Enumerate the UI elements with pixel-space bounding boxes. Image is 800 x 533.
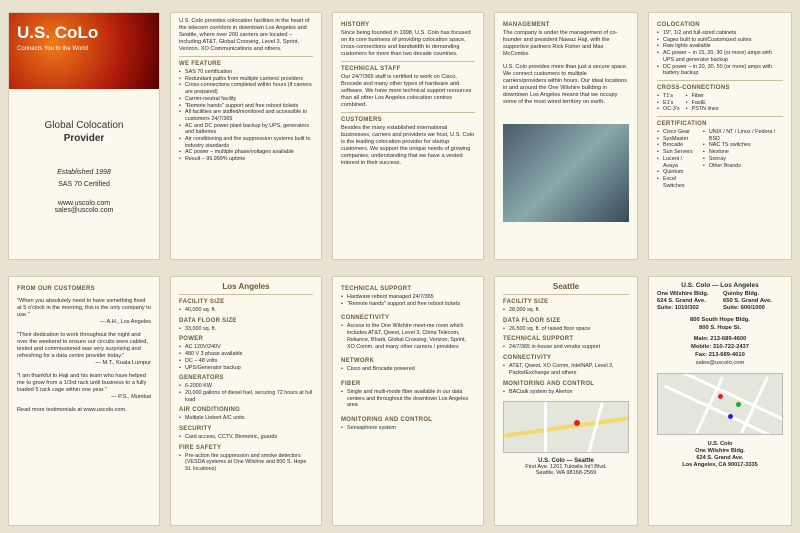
list-item: • Raw lights available xyxy=(657,43,783,50)
features-list xyxy=(179,69,313,163)
tech-panel xyxy=(332,276,484,526)
list-item: • Access to the One Wilshire meet-me room which includes AT&T, Qwest, Level 3, China Telecom, Reliance, Bharti, Global Crossing, Verizon, Sprint, XO Comm. and many other carriers / providers xyxy=(341,323,475,350)
intro-text: U.S. Colo provides colocation facilities in the heart of the telecom corridors in downtown Los Angeles and Seattle, where over 200 carriers are located – including AT&T, Global Crossing, Level 3, Sprint, Verizon, XO Communications and others. xyxy=(179,18,310,52)
list-item: • Sensaphone system xyxy=(341,425,475,432)
testimonial-quote: "I am thankful to Haji and his team who have helped me to grow from a 1/3rd rack until business to a fully loaded 5 rack cage within one year." xyxy=(17,373,147,393)
sea-facility: • 28,000 sq. ft. xyxy=(503,307,629,314)
management-panel xyxy=(494,12,638,260)
history-title: HISTORY xyxy=(341,22,370,28)
testimonial-author: — M.T., Kuala Lumpur xyxy=(95,360,151,366)
list-item: • Lucent / Avaya xyxy=(657,156,697,169)
list-item: • Cages built to suit/Customized suites xyxy=(657,37,783,44)
la-title: Los Angeles xyxy=(222,282,270,291)
hq-3: Los Angeles, CA 90017-3335 xyxy=(682,462,758,468)
history-panel xyxy=(332,12,484,260)
sea-ts-list xyxy=(503,344,629,351)
contact-main: Main: 213-689-4600 xyxy=(693,336,747,342)
ts-list xyxy=(341,294,475,307)
contact-email[interactable]: sales@uscolo.com xyxy=(695,360,745,366)
sea-floor: • 26,500 sq. ft. of raised floor space xyxy=(503,326,629,333)
colocation-title: COLOCATION xyxy=(657,22,700,28)
list-item: • Carrier-neutral facility xyxy=(179,96,313,103)
b2-l3: Suite: 600/1000 xyxy=(723,305,765,311)
tech-staff-title: TECHNICAL STAFF xyxy=(341,66,401,72)
list-item: • UPS/Generator backup xyxy=(179,365,313,372)
list-item: • 6-2000 KW xyxy=(179,383,313,390)
seattle-panel xyxy=(494,276,638,526)
list-item: • Quintum xyxy=(657,169,697,176)
list-item: • 480 V 3 phase available xyxy=(179,351,313,358)
hq-name: U.S. Colo xyxy=(707,441,733,447)
la-sec-title: SECURITY xyxy=(179,426,212,433)
list-item: • BACtalk system by Alerton xyxy=(503,389,629,396)
contact-title: U.S. Colo — Los Angeles xyxy=(681,282,759,289)
b1-l3: Suite: 1010/302 xyxy=(657,305,699,311)
ts-mon-title: MONITORING AND CONTROL xyxy=(341,417,433,424)
la-air-title: AIR CONDITIONING xyxy=(179,407,241,414)
logo-block xyxy=(9,13,159,89)
list-item: • All facilities are staffed/monitored and accessible to customers 24/7/365 xyxy=(179,109,313,122)
sea-conn-title: CONNECTIVITY xyxy=(503,355,552,362)
list-item: • Fiber xyxy=(686,93,719,100)
testimonials-title: FROM OUR CUSTOMERS xyxy=(17,286,95,292)
list-item: • Result – 99.999% uptime xyxy=(179,156,313,163)
certification-title: CERTIFICATION xyxy=(657,121,707,128)
management-title: MANAGEMENT xyxy=(503,22,550,28)
list-item: • AC and DC power plant backup by UPS, generators and batteries xyxy=(179,123,313,136)
list-item: • Cisco and Brocade powered xyxy=(341,366,475,373)
certification-col1 xyxy=(657,129,697,189)
sea-conn-list xyxy=(503,363,629,376)
list-item: • SysMaster xyxy=(657,136,697,143)
la-facility-title: FACILITY SIZE xyxy=(179,299,225,305)
datacenter-photo xyxy=(503,124,629,222)
la-floor: • 33,000 sq. ft. xyxy=(179,326,313,333)
list-item: • Card access, CCTV, Biometric, guards xyxy=(179,434,313,441)
contact-mobile: Mobile: 310-722-2437 xyxy=(691,344,749,350)
list-item: • "Remote hands" support and free reboot tickets xyxy=(179,103,313,110)
features-title: WE FEATURE xyxy=(179,61,222,67)
testimonials-more[interactable]: Read more testimonials at www.uscolo.com. xyxy=(17,407,127,413)
sea-mon-list xyxy=(503,389,629,396)
la-panel xyxy=(170,276,322,526)
testimonial-quote: "Their dedication to work throughout the night and over the weekend to ensure our circuits were cabled, tested and commissioned was very surprising and refreshing for a data centre provider today." xyxy=(17,332,148,359)
customers-title: CUSTOMERS xyxy=(341,117,382,123)
list-item: • Redundant paths from multiple carriers/ providers xyxy=(179,76,313,83)
list-item: • NAC TS switches xyxy=(703,142,783,149)
la-sec-list xyxy=(179,434,313,441)
list-item: • Hardware reboot managed 24/7/365 xyxy=(341,294,475,301)
testimonial-author: — P.S., Mumbai xyxy=(111,394,151,400)
list-item: • "Remote hands" support and free reboot tickets xyxy=(341,301,475,308)
list-item: • Brocade xyxy=(657,142,697,149)
list-item: • Multiple Liebert A/C units xyxy=(179,415,313,422)
list-item: • Sun Servers xyxy=(657,149,697,156)
crossconn-title: CROSS-CONNECTIONS xyxy=(657,84,730,91)
b1-l1: One Wilshire Bldg. xyxy=(657,291,709,297)
list-item: • E1's xyxy=(657,100,680,107)
la-power-title: POWER xyxy=(179,336,204,343)
b1-l2: 624 S. Grand Ave. xyxy=(657,298,706,304)
seattle-title: Seattle xyxy=(552,282,580,291)
list-item: • SAS 70 certification xyxy=(179,69,313,76)
sea-floor-title: DATA FLOOR SIZE xyxy=(503,317,561,324)
b3-l1: 800 South Hope Bldg. xyxy=(690,317,750,323)
list-item: • FastE xyxy=(686,100,719,107)
testimonial-quote: "When you absolutely need to have something fixed at 5 o'clock in the morning, this is the only company to use." xyxy=(17,298,151,318)
ts-conn-title: CONNECTIVITY xyxy=(341,315,390,322)
testimonials-list xyxy=(17,298,151,401)
list-item: • 20,000 gallons of diesel fuel, securing 72 hours at full load xyxy=(179,390,313,403)
list-item: • OC-3's xyxy=(657,106,680,113)
list-item: • AT&T, Qwest, XO Comm, IntelNAP, Level 3, PacketExchange and others xyxy=(503,363,629,376)
cover-panel xyxy=(8,12,160,260)
cover-title-2: Provider xyxy=(63,133,105,144)
management-text-2: U.S. Colo provides more than just a secure space. We connect customers to multiple carriers/providers within hours. Our ideal locations in and around the One Wilshire building in downtown Los Angeles means that we occupy some of the most wired territory on earth. xyxy=(503,64,628,105)
la-floor-title: DATA FLOOR SIZE xyxy=(179,317,237,324)
b3-l2: 800 S. Hope St. xyxy=(699,325,741,331)
customers-text: Besides the many established international businesses, carriers and providers we host, U.S. Colo is the leading colocation provider for startup customers. We support the unique needs of growing companies; understanding that we have a vested interest in their success. xyxy=(341,125,475,166)
la-fire-title: FIRE SAFETY xyxy=(179,444,222,451)
ts-fiber-list xyxy=(341,389,475,409)
la-gen-title: GENERATORS xyxy=(179,375,224,382)
list-item: • Other Brands xyxy=(703,163,783,170)
email-link[interactable]: sales@uscolo.com xyxy=(54,207,114,214)
la-facility: • 40,000 sq. ft. xyxy=(179,307,313,314)
list-item: • Sonray xyxy=(703,156,783,163)
b2-l2: 650 S. Grand Ave. xyxy=(723,298,772,304)
sea-ts-title: TECHNICAL SUPPORT xyxy=(503,336,574,343)
la-gen-list xyxy=(179,383,313,403)
ts-net-list xyxy=(341,366,475,373)
la-fire-list xyxy=(179,453,313,473)
ts-mon-list xyxy=(341,425,475,432)
list-item: • UNIX / NT / Linux / Fedora / BSD xyxy=(703,129,783,142)
list-item: • Nextone xyxy=(703,149,783,156)
b2-l1: Quinby Bldg. xyxy=(723,291,760,297)
ts-net-title: NETWORK xyxy=(341,358,375,365)
contact-panel xyxy=(648,276,792,526)
sea-addr-name: U.S. Colo — Seattle xyxy=(538,458,594,465)
tech-staff-text: Our 24/7/365 staff is certified to work on Cisco, Brocade and many other types of hardware and software. We have more technical support resources than all other Los Angeles colocation centres combined. xyxy=(341,74,472,108)
list-item: • DC – 48 volts xyxy=(179,358,313,365)
cover-title-1: Global Colocation xyxy=(44,120,124,131)
colocation-list xyxy=(657,30,783,77)
established: Established 1998 xyxy=(57,169,111,176)
sea-facility-title: FACILITY SIZE xyxy=(503,299,549,305)
la-power-list xyxy=(179,344,313,371)
ts-fiber-title: FIBER xyxy=(341,380,361,387)
sea-mon-title: MONITORING AND CONTROL xyxy=(503,380,595,387)
management-text-1: The company is under the management of co-founder and president Nawaz Haji, with the supportive partners Rick Fisher and Max McCombs. xyxy=(503,30,618,57)
la-air-list xyxy=(179,415,313,422)
certification-col2 xyxy=(703,129,783,189)
ts-title: TECHNICAL SUPPORT xyxy=(341,286,412,292)
sas-cert: SAS 70 Certified xyxy=(58,181,110,188)
history-text: Since being founded in 1998, U.S. Colo has focused on its core business of providing colocation space, cross-connections and bandwidth to demanding customers for more than two decade countries. xyxy=(341,30,471,57)
list-item: • PSTN lines xyxy=(686,106,719,113)
la-map[interactable] xyxy=(657,373,783,435)
crossconn-col1 xyxy=(657,93,680,113)
crossconn-col2 xyxy=(686,93,719,113)
list-item: • 19", 1/2 and full-sized cabinets xyxy=(657,30,783,37)
sea-addr-1: First Ave. 1201 Tukwila Int'l Blvd. xyxy=(525,464,607,471)
list-item: • Pre-action fire suppression and smoke detectors (VESDA systems at One Wilshire and 800 S. Hope St. locations) xyxy=(179,453,313,473)
logo: U.S. CoLo xyxy=(17,23,99,42)
list-item: • Excel Switches xyxy=(657,176,697,189)
list-item: • Single and multi-mode fiber available in our data centers and throughout the downtown Los Angeles area xyxy=(341,389,475,409)
contact-fax: Fax: 213-689-4610 xyxy=(695,352,745,358)
colocation-panel xyxy=(648,12,792,260)
list-item: • Cisco Gear xyxy=(657,129,697,136)
intro-panel xyxy=(170,12,322,260)
website-link[interactable]: www.uscolo.com xyxy=(57,200,111,207)
list-item: • DC power – in 20, 30, 50 (or more) amps with battery backup xyxy=(657,64,783,77)
hq-1: One Wilshire Bldg. xyxy=(695,448,745,454)
list-item: • Air conditioning and fire suppression systems built to industry standards xyxy=(179,136,313,149)
list-item: • T1's xyxy=(657,93,680,100)
list-item: • AC power – multiple phase/voltages available xyxy=(179,149,313,156)
testimonial-author: — A.H., Los Angeles xyxy=(99,319,151,325)
list-item: • 24/7/365 in-house and vendor support xyxy=(503,344,629,351)
tagline: Connects You to the World xyxy=(17,46,88,52)
ts-conn-list xyxy=(341,323,475,350)
list-item: • Cross-connections completed within hours (if carriers are prepared) xyxy=(179,82,313,95)
hq-2: 624 S. Grand Ave. xyxy=(696,455,744,461)
seattle-map[interactable] xyxy=(503,401,629,453)
testimonials-panel xyxy=(8,276,160,526)
sea-addr-2: Seattle, WA 98168-2569 xyxy=(535,470,597,477)
list-item: • AC power – in 15, 20, 30 (or more) amps with UPS and generator backup xyxy=(657,50,783,63)
list-item: • AC 120V/240V xyxy=(179,344,313,351)
